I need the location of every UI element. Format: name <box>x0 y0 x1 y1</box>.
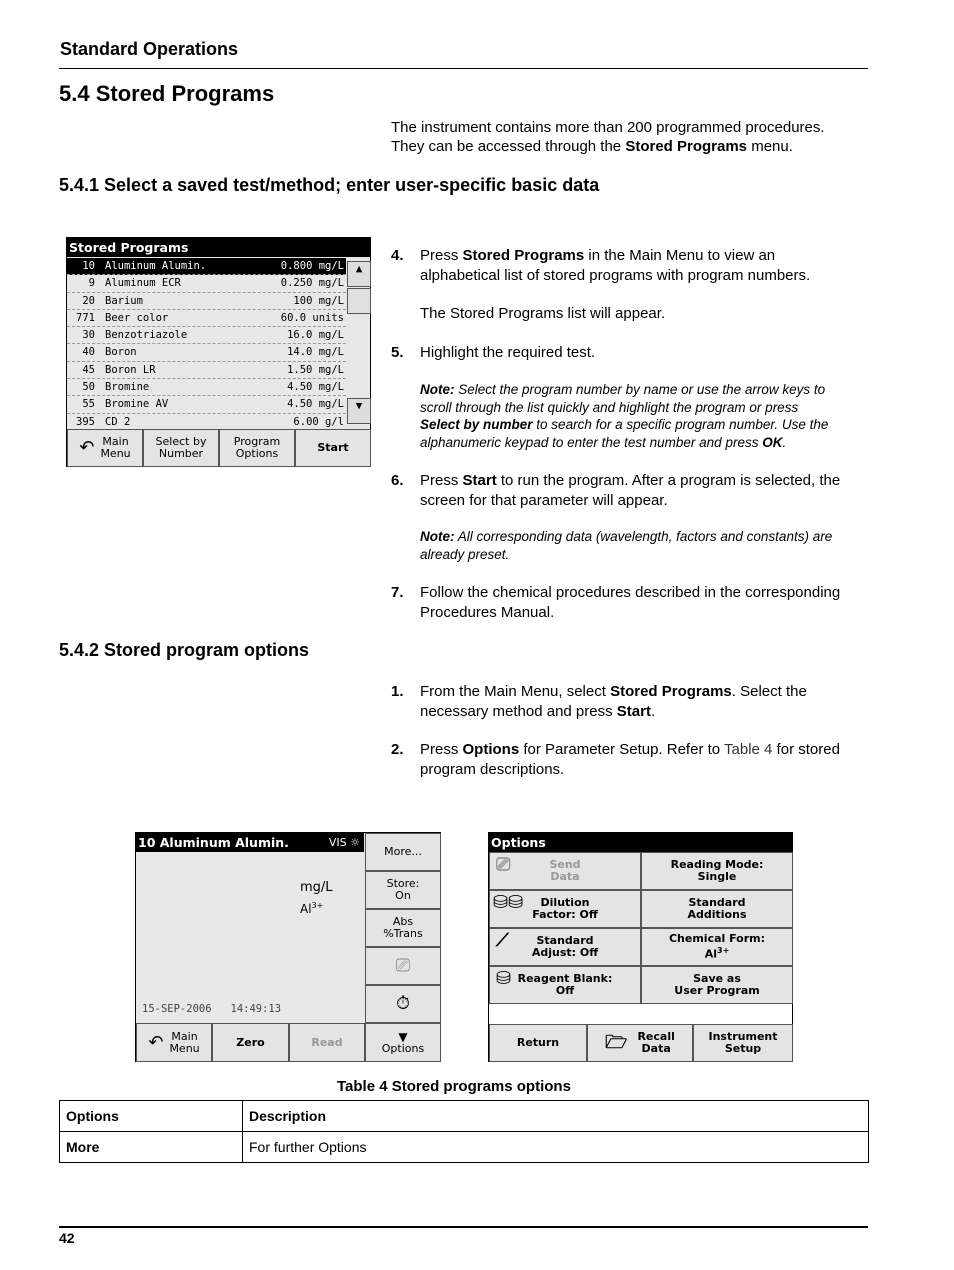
species-label <box>300 901 323 916</box>
program-number: 50 <box>82 381 95 394</box>
btn-label: Options <box>235 447 279 460</box>
folder-icon: 🗁 <box>605 1032 628 1053</box>
header-rule <box>59 68 868 69</box>
intro-text: They can be accessed through the <box>391 138 626 155</box>
program-number: 55 <box>82 398 95 411</box>
step-1 <box>391 682 871 721</box>
computer-icon: ⎚ <box>496 854 511 875</box>
program-name: Aluminum Alumin. <box>105 260 207 272</box>
bold-text: Start <box>616 702 651 720</box>
zero-button[interactable] <box>212 1023 289 1062</box>
note-1 <box>420 381 870 451</box>
program-range: 6.00 g/l <box>293 415 344 428</box>
step-2 <box>391 740 871 779</box>
program-number: 9 <box>88 277 95 290</box>
lamp-icon: ☼ <box>350 836 360 849</box>
btn-label: Send <box>549 858 581 871</box>
timer-button[interactable] <box>365 985 441 1023</box>
start-button[interactable] <box>295 429 371 467</box>
datetime-label: 15-SEP-2006 14:49:13 <box>142 1003 282 1015</box>
program-number: 40 <box>82 346 95 359</box>
text: in the Main Menu to view an <box>584 247 776 264</box>
btn-label: Start <box>317 441 349 454</box>
text: necessary method and press <box>420 702 617 720</box>
btn-label: Save as <box>693 972 741 985</box>
btn-label: Options <box>381 1041 425 1055</box>
section-title: 5.4 Stored Programs <box>59 81 275 106</box>
btn-label: Menu <box>169 1041 200 1055</box>
list-item[interactable] <box>67 310 346 327</box>
program-name: Boron <box>105 346 137 359</box>
table-row <box>60 1132 869 1163</box>
btn-label: Reading Mode: <box>670 858 764 871</box>
options-button[interactable] <box>365 1023 441 1062</box>
btn-label: Read <box>311 1035 343 1049</box>
btn-label: Al <box>704 947 717 961</box>
step-number: 6. <box>391 472 404 489</box>
program-title: 10 Aluminum Alumin. <box>138 835 289 850</box>
recall-data-button[interactable] <box>587 1024 693 1062</box>
intro-paragraph <box>391 118 825 156</box>
list-item[interactable] <box>67 362 346 379</box>
list-item[interactable] <box>67 396 346 413</box>
instrument-setup-button[interactable] <box>693 1024 793 1062</box>
list-item[interactable] <box>67 258 346 275</box>
btn-label: Reagent Blank: <box>517 972 613 985</box>
read-button[interactable] <box>289 1023 365 1062</box>
reagent-blank-option[interactable] <box>489 966 641 1004</box>
more-button[interactable] <box>365 833 441 871</box>
program-name: CD 2 <box>105 415 131 428</box>
text: Select the program number by name or use the arrow keys to <box>454 382 826 397</box>
program-number: 771 <box>76 311 95 324</box>
btn-label: Dilution <box>540 896 590 909</box>
btn-label: Adjust: Off <box>531 946 599 959</box>
text: Follow the chemical procedures described in the corresponding <box>420 584 841 601</box>
screen-title-bar <box>136 833 364 852</box>
program-range: 4.50 mg/L <box>287 398 344 411</box>
return-button[interactable] <box>489 1024 587 1062</box>
footer-rule <box>59 1226 868 1228</box>
program-range: 1.50 mg/L <box>287 363 344 376</box>
list-item[interactable] <box>67 379 346 396</box>
btn-label: %Trans <box>383 927 423 940</box>
text: Press <box>420 247 463 264</box>
btn-label: Zero <box>236 1035 265 1049</box>
step-number: 2. <box>391 741 404 758</box>
page-number: 42 <box>59 1230 75 1246</box>
back-arrow-icon: ↶ <box>148 1031 164 1053</box>
text: . <box>782 434 787 450</box>
text: . <box>650 702 656 720</box>
program-list[interactable] <box>67 258 346 431</box>
arrow-up-icon: ▲ <box>355 262 363 275</box>
program-number: 45 <box>82 363 95 376</box>
table-header-row <box>60 1101 869 1132</box>
scroll-thumb[interactable] <box>347 288 371 314</box>
program-name: Benzotriazole <box>105 329 188 342</box>
screen-title: Stored Programs <box>67 238 370 257</box>
btn-label: Return <box>516 1036 560 1049</box>
btn-label: Store: <box>386 877 420 890</box>
program-options-button[interactable] <box>219 429 295 467</box>
arrow-down-icon: ▼ <box>398 1029 408 1044</box>
unit-label: mg/L <box>300 880 333 895</box>
program-name: Bromine <box>105 381 150 394</box>
main-menu-button[interactable] <box>67 429 143 467</box>
bold-text: Stored Programs <box>462 247 585 264</box>
bold-text: OK <box>762 434 783 450</box>
list-item[interactable] <box>67 327 346 344</box>
program-range: 100 mg/L <box>293 294 344 307</box>
text: Highlight the required test. <box>420 344 596 361</box>
text: screen for that parameter will appear. <box>420 491 668 509</box>
btn-label: Data <box>641 1042 671 1055</box>
subsection-title-2: 5.4.2 Stored program options <box>59 640 310 660</box>
program-range: 0.250 mg/L <box>280 277 344 290</box>
btn-label: Main <box>102 435 129 448</box>
vial-icon: ⛁ <box>496 968 512 989</box>
step-number: 7. <box>391 584 404 601</box>
text: alphabetical list of stored programs with program numbers. <box>420 266 811 284</box>
bold-text: Options <box>462 741 520 758</box>
vis-label: VIS <box>328 836 347 849</box>
computer-icon: ⎚ <box>395 955 411 976</box>
btn-label: Chemical Form: <box>668 932 766 946</box>
table-header-cell: Options <box>60 1101 243 1132</box>
btn-label: Standard <box>688 896 746 909</box>
step-6 <box>391 471 871 510</box>
step-5 <box>391 343 871 363</box>
text: for Parameter Setup. Refer to <box>519 741 725 758</box>
back-arrow-icon: ↶ <box>79 437 95 458</box>
measurement-screen <box>135 832 441 1062</box>
btn-label: Instrument <box>708 1030 778 1043</box>
btn-label: Off <box>555 984 575 997</box>
abs-trans-button[interactable] <box>365 909 441 947</box>
btn-label: Single <box>697 870 737 883</box>
screen-title: Options <box>489 833 792 852</box>
text: program descriptions. <box>420 760 565 778</box>
text: for stored <box>772 741 840 758</box>
select-by-number-button[interactable] <box>143 429 219 467</box>
step-number: 4. <box>391 247 404 264</box>
btn-label: Program <box>233 435 281 448</box>
send-data-button[interactable] <box>365 947 441 985</box>
text: alphanumeric keypad to enter the test number and press <box>420 434 763 450</box>
program-name: Beer color <box>105 311 169 324</box>
save-user-program-option[interactable] <box>641 966 793 1004</box>
table-cell: More <box>60 1132 243 1163</box>
step-4 <box>391 246 871 324</box>
program-number: 20 <box>82 294 95 307</box>
bold-text: Start <box>462 472 497 489</box>
intro-text: menu. <box>747 138 793 155</box>
program-name: Barium <box>105 294 143 307</box>
btn-label: Factor: Off <box>532 908 598 921</box>
options-screen <box>488 832 793 1062</box>
btn-label: Additions <box>687 908 747 921</box>
btn-label: Main <box>171 1029 198 1043</box>
btn-label: Setup <box>724 1042 762 1055</box>
standard-additions-option[interactable] <box>641 890 793 928</box>
program-number: 30 <box>82 329 95 342</box>
store-button[interactable] <box>365 871 441 909</box>
chemical-form-option[interactable] <box>641 928 793 966</box>
text: All corresponding data (wavelength, factors and constants) are <box>454 529 833 544</box>
vials-icon: ⛁⛁ <box>493 892 524 913</box>
arrow-down-icon: ▼ <box>355 399 363 412</box>
text: Procedures Manual. <box>420 603 555 621</box>
running-header: Standard Operations <box>60 39 239 59</box>
text: . Select the <box>731 683 807 700</box>
text: Press <box>420 472 463 489</box>
text: already preset. <box>420 546 510 562</box>
bold-text: Select by number <box>420 417 533 432</box>
list-item[interactable] <box>67 293 346 310</box>
scroll-up-button[interactable] <box>347 261 371 287</box>
btn-label: More... <box>384 845 422 858</box>
species-text: Al <box>300 902 312 916</box>
step-number: 1. <box>391 683 404 700</box>
step-number: 5. <box>391 344 404 361</box>
text: scroll through the list quickly and highlight the program or press <box>420 399 799 415</box>
program-range: 0.800 mg/L <box>280 260 344 272</box>
subsection-title-1: 5.4.1 Select a saved test/method; enter user-specific basic data <box>59 175 600 195</box>
stored-programs-screen <box>66 237 371 467</box>
program-number: 395 <box>76 415 95 428</box>
btn-label: Abs <box>392 915 414 928</box>
btn-label: Number <box>158 447 204 460</box>
program-name: Aluminum ECR <box>105 277 181 290</box>
btn-label: Data <box>550 870 580 883</box>
program-name: Bromine AV <box>105 398 169 411</box>
btn-label: Select by <box>155 435 207 448</box>
btn-label: On <box>395 889 411 902</box>
options-table <box>59 1100 869 1163</box>
species-sup: 3+ <box>311 901 324 910</box>
btn-label: Recall <box>637 1030 675 1043</box>
program-range: 60.0 units <box>280 311 344 324</box>
table-cell: For further Options <box>243 1132 869 1163</box>
program-range: 14.0 mg/L <box>287 346 344 359</box>
program-name: Boron LR <box>105 363 156 376</box>
text: to run the program. After a program is selected, the <box>496 472 841 489</box>
empty-row <box>489 1004 792 1024</box>
standard-adjust-option[interactable] <box>489 928 641 966</box>
list-item[interactable] <box>67 344 346 361</box>
text: to search for a specific program number. Use the <box>532 417 829 432</box>
intro-bold: Stored Programs <box>625 138 748 155</box>
reading-mode-option[interactable] <box>641 852 793 890</box>
program-range: 4.50 mg/L <box>287 381 344 394</box>
table-caption: Table 4 Stored programs options <box>337 1078 571 1095</box>
program-number: 10 <box>82 260 95 272</box>
text: From the Main Menu, select <box>420 683 611 700</box>
table-reference-link[interactable]: Table 4 <box>724 741 773 758</box>
btn-label: User Program <box>674 984 760 997</box>
program-range: 16.0 mg/L <box>287 329 344 342</box>
main-menu-button[interactable] <box>136 1023 212 1062</box>
note-2 <box>420 528 870 563</box>
dilution-factor-option[interactable] <box>489 890 641 928</box>
table-header-cell: Description <box>243 1101 869 1132</box>
text: The Stored Programs list will appear. <box>420 305 666 322</box>
bold-text: Stored Programs <box>610 683 732 700</box>
species-sup: 3+ <box>717 946 730 956</box>
step-7 <box>391 583 871 622</box>
stopwatch-icon: ⏱ <box>395 993 411 1014</box>
calibration-graph-icon: ⟋ <box>496 930 509 951</box>
note-label: Note: <box>420 529 455 544</box>
btn-label: Menu <box>100 447 131 460</box>
btn-label: Standard <box>536 934 594 947</box>
text: Press <box>420 741 463 758</box>
scroll-down-button[interactable] <box>347 398 371 424</box>
list-item[interactable] <box>67 275 346 292</box>
send-data-option[interactable] <box>489 852 641 890</box>
note-label: Note: <box>420 382 455 397</box>
intro-line: The instrument contains more than 200 programmed procedures. <box>391 119 825 136</box>
